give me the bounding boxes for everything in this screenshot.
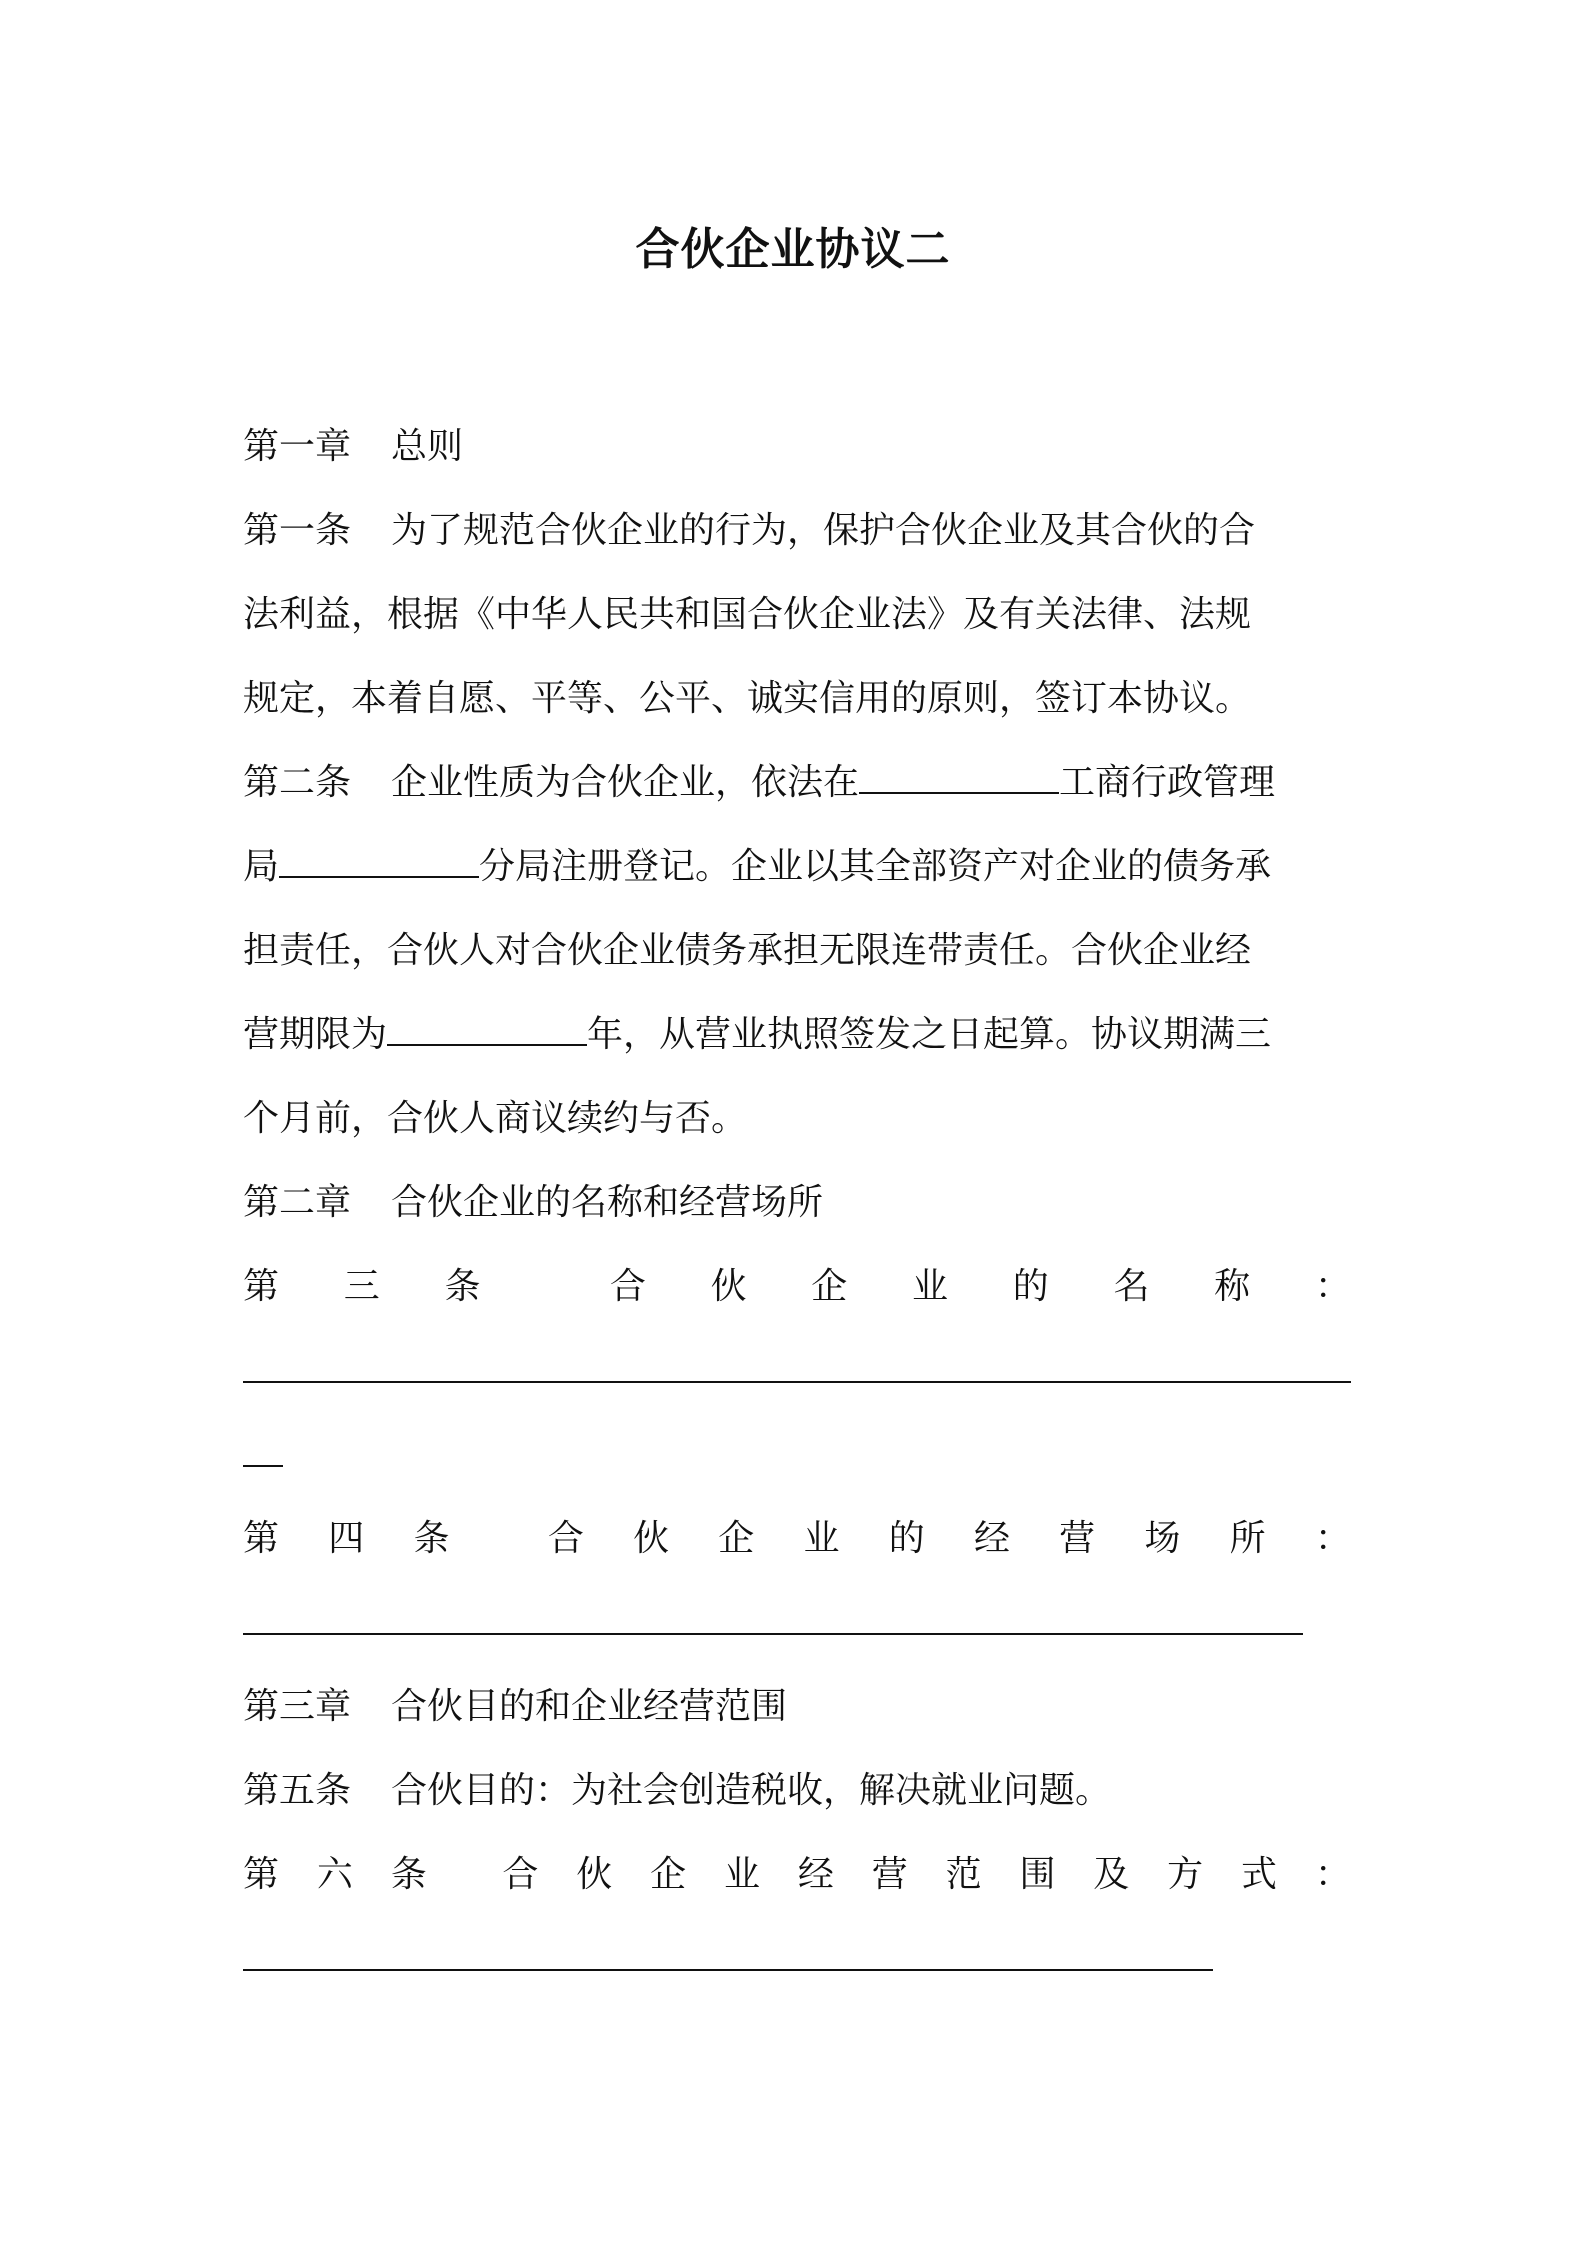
article-6-fill-line xyxy=(243,1917,1351,2001)
article-4-char: 条 xyxy=(413,1518,450,1559)
article-2-line-3: 担责任，合伙人对合伙企业债务承担无限连带责任。合伙企业经 xyxy=(243,930,1252,971)
article-4-char: 营 xyxy=(1059,1518,1096,1559)
article-6-char: 式 xyxy=(1241,1854,1278,1895)
article-6-char: ： xyxy=(1314,1854,1351,1895)
fill-in-blank xyxy=(387,1014,587,1046)
chapter-name: 合伙目的和企业经营范围 xyxy=(391,1686,788,1727)
article-5-line xyxy=(243,1749,1351,1833)
article-4-char: 四 xyxy=(328,1518,365,1559)
article-4-line xyxy=(243,1497,1351,1581)
chapter-name: 合伙企业的名称和经营场所 xyxy=(391,1182,824,1223)
article-6-char: 条 xyxy=(390,1854,427,1895)
article-4-char: 经 xyxy=(973,1518,1010,1559)
chapter-2-heading xyxy=(243,1161,1351,1245)
article-4-char: 的 xyxy=(888,1518,925,1559)
article-3-char: 名 xyxy=(1113,1266,1150,1307)
chapter-3-heading xyxy=(243,1665,1351,1749)
article-3-char: 业 xyxy=(912,1266,949,1307)
article-2-line-4 xyxy=(243,993,1351,1077)
article-6-char: 围 xyxy=(1019,1854,1056,1895)
article-3-char: ： xyxy=(1314,1266,1351,1307)
article-4-char: 第 xyxy=(243,1518,280,1559)
article-text: 企业性质为合伙企业，依法在 xyxy=(391,762,860,803)
fill-in-blank xyxy=(243,1969,1213,1971)
article-label: 第二条 xyxy=(243,762,352,803)
article-4-char: ： xyxy=(1314,1518,1351,1559)
article-3-fill-line xyxy=(243,1329,1351,1413)
article-4-char: 所 xyxy=(1229,1518,1266,1559)
fill-in-blank xyxy=(279,846,479,878)
article-text: 营期限为 xyxy=(243,1014,388,1055)
fill-in-blank xyxy=(243,1465,283,1467)
article-6-line xyxy=(243,1833,1351,1917)
article-2-line-5: 个月前，合伙人商议续约与否。 xyxy=(243,1098,748,1139)
document-title: 合伙企业协议二 xyxy=(635,224,951,275)
article-3-char: 合 xyxy=(609,1266,646,1307)
article-3-char: 三 xyxy=(343,1266,380,1307)
article-text: 局 xyxy=(243,846,280,887)
fill-in-blank xyxy=(243,1381,1351,1383)
article-text: 工商行政管理 xyxy=(1059,762,1276,803)
article-1-line-2: 法利益，根据《中华人民共和国合伙企业法》及有关法律、法规 xyxy=(243,594,1252,635)
article-3-char: 企 xyxy=(811,1266,848,1307)
article-1-line-3: 规定，本着自愿、平等、公平、诚实信用的原则，签订本协议。 xyxy=(243,678,1252,719)
article-text: 分局注册登记。企业以其全部资产对企业的债务承 xyxy=(479,846,1272,887)
chapter-name: 总则 xyxy=(391,426,464,467)
fill-in-blank xyxy=(243,1633,1303,1635)
chapter-1-heading xyxy=(243,405,1351,489)
article-6-char: 业 xyxy=(724,1854,761,1895)
chapter-label: 第三章 xyxy=(243,1686,352,1727)
article-3-char: 第 xyxy=(243,1266,280,1307)
article-3-char: 条 xyxy=(444,1266,481,1307)
article-6-char: 六 xyxy=(316,1854,353,1895)
article-4-fill-line xyxy=(243,1581,1351,1665)
article-label: 第五条 xyxy=(243,1770,352,1811)
article-4-char: 场 xyxy=(1144,1518,1181,1559)
article-2-line-1 xyxy=(243,741,1351,825)
article-1-line-1 xyxy=(243,489,1351,573)
article-4-char: 伙 xyxy=(633,1518,670,1559)
chapter-label: 第一章 xyxy=(243,426,352,467)
article-6-char: 第 xyxy=(243,1854,280,1895)
fill-in-blank xyxy=(859,762,1059,794)
article-6-char: 营 xyxy=(871,1854,908,1895)
article-text: 年，从营业执照签发之日起算。协议期满三 xyxy=(587,1014,1272,1055)
article-text: 为了规范合伙企业的行为，保护合伙企业及其合伙的合 xyxy=(391,510,1256,551)
article-label: 第一条 xyxy=(243,510,352,551)
article-6-char: 企 xyxy=(650,1854,687,1895)
article-6-char: 方 xyxy=(1167,1854,1204,1895)
article-4-char: 企 xyxy=(718,1518,755,1559)
article-6-char: 及 xyxy=(1093,1854,1130,1895)
article-6-char: 经 xyxy=(797,1854,834,1895)
article-6-char: 范 xyxy=(945,1854,982,1895)
chapter-label: 第二章 xyxy=(243,1182,352,1223)
article-text: 合伙目的：为社会创造税收，解决就业问题。 xyxy=(391,1770,1112,1811)
article-6-char: 合 xyxy=(502,1854,539,1895)
article-4-char: 合 xyxy=(547,1518,584,1559)
article-3-char: 的 xyxy=(1012,1266,1049,1307)
article-4-char: 业 xyxy=(803,1518,840,1559)
article-3-fill-line-end xyxy=(243,1413,1351,1497)
article-6-char: 伙 xyxy=(576,1854,613,1895)
article-2-line-2 xyxy=(243,825,1351,909)
document-body xyxy=(243,405,1351,2001)
article-3-char: 称 xyxy=(1214,1266,1251,1307)
article-3-char: 伙 xyxy=(710,1266,747,1307)
article-3-line xyxy=(243,1245,1351,1329)
